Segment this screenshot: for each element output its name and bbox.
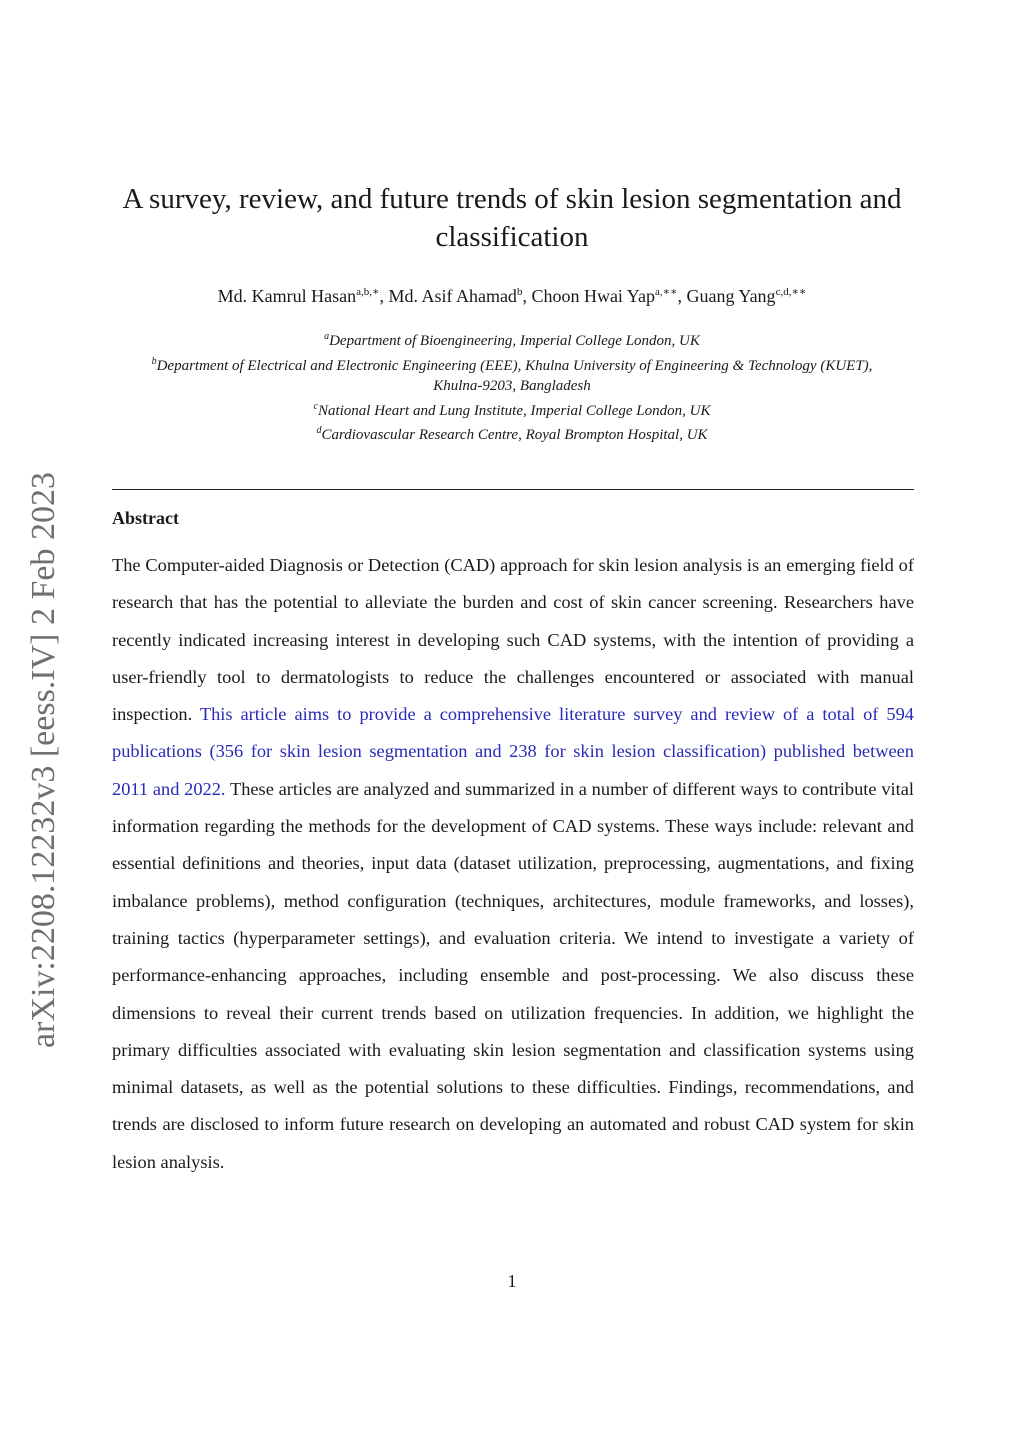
affiliation-mark: d (316, 425, 322, 436)
affiliation (140, 397, 884, 422)
author-affiliation-mark: c,d,∗∗ (775, 286, 807, 298)
affiliation-mark: c (313, 400, 318, 412)
arxiv-sidebar (14, 460, 74, 1060)
abstract-text: The Computer-aided Diagnosis or Detection (CAD) approach for skin lesion analysis is an emerging field of research that has the potential to alleviate the burden and cost of skin cancer screening. Researchers have recently indicated increasing interest in developing such CAD systems, with the intention of providing a user-friendly tool to dermatologists to reduce the challenges encountered or associated with manual inspection. (112, 555, 914, 725)
affiliation (140, 352, 884, 397)
author-name: Md. Kamrul Hasan (217, 286, 357, 306)
affiliation-list (140, 327, 884, 446)
page-number: 1 (507, 1271, 517, 1291)
affiliation (140, 421, 884, 446)
author-affiliation-mark: a,b,∗ (356, 286, 380, 298)
paper-title: A survey, review, and future trends of skin lesion segmentation and classification (122, 183, 902, 253)
abstract-heading: Abstract (112, 508, 179, 528)
affiliation-mark: b (151, 355, 157, 367)
affiliation-text: Department of Bioengineering, Imperial College London, UK (329, 333, 700, 349)
affiliation-text: Department of Electrical and Electronic Engineering (EEE), Khulna University of Engineering & Technology (KUET), Khulna-9203, Bangladesh (156, 357, 873, 394)
section-divider (112, 489, 914, 490)
author-list: Md. Kamrul Hasan$^{a,b,∗}$, Md. Asif Ahamad$^b$, Choon Hwai Yap$^{a,∗∗}$, Guang Yang$^{c,d,∗∗}$ (217, 286, 807, 306)
abstract-text: These articles are analyzed and summarized in a number of different ways to contribute vital information regarding the methods for the development of CAD systems. These ways include: relevant and essential definitions and theories, input data (dataset utilization, preprocessing, augmentations, and fixing imbalance problems), method configuration (techniques, architectures, module frameworks, and losses), training tactics (hyperparameter settings), and evaluation criteria. We intend to investigate a variety of performance-enhancing approaches, including ensemble and post-processing. We also discuss these dimensions to reveal their current trends based on utilization frequencies. In addition, we highlight the primary difficulties associated with evaluating skin lesion segmentation and classification systems using minimal datasets, as well as the potential solutions to these difficulties. Findings, recommendations, and trends are disclosed to inform future research on developing an automated and robust CAD system for skin lesion analysis. (112, 778, 915, 1172)
author-name: Choon Hwai Yap (531, 286, 655, 306)
author-name: Guang Yang (686, 286, 776, 306)
abstract-highlighted-text: This article aims to provide a comprehensive literature survey and review of a total of 594 publications (356 for skin lesion segmentation and 238 for skin lesion classification) published between 2011 and 2022. (112, 704, 914, 799)
author-affiliation-mark: b (516, 286, 523, 298)
abstract-body (112, 547, 914, 1181)
affiliation-mark: a (324, 331, 330, 342)
affiliation (140, 327, 884, 352)
arxiv-identifier: arXiv:2208.12232v3 [eess.IV] 2 Feb 2023 (25, 471, 62, 1049)
affiliation-text: National Heart and Lung Institute, Imperial College London, UK (317, 402, 711, 419)
affiliation-text: Cardiovascular Research Centre, Royal Brompton Hospital, UK (321, 427, 708, 443)
author-name: Md. Asif Ahamad (388, 286, 517, 306)
author-affiliation-mark: a,∗∗ (654, 286, 678, 298)
